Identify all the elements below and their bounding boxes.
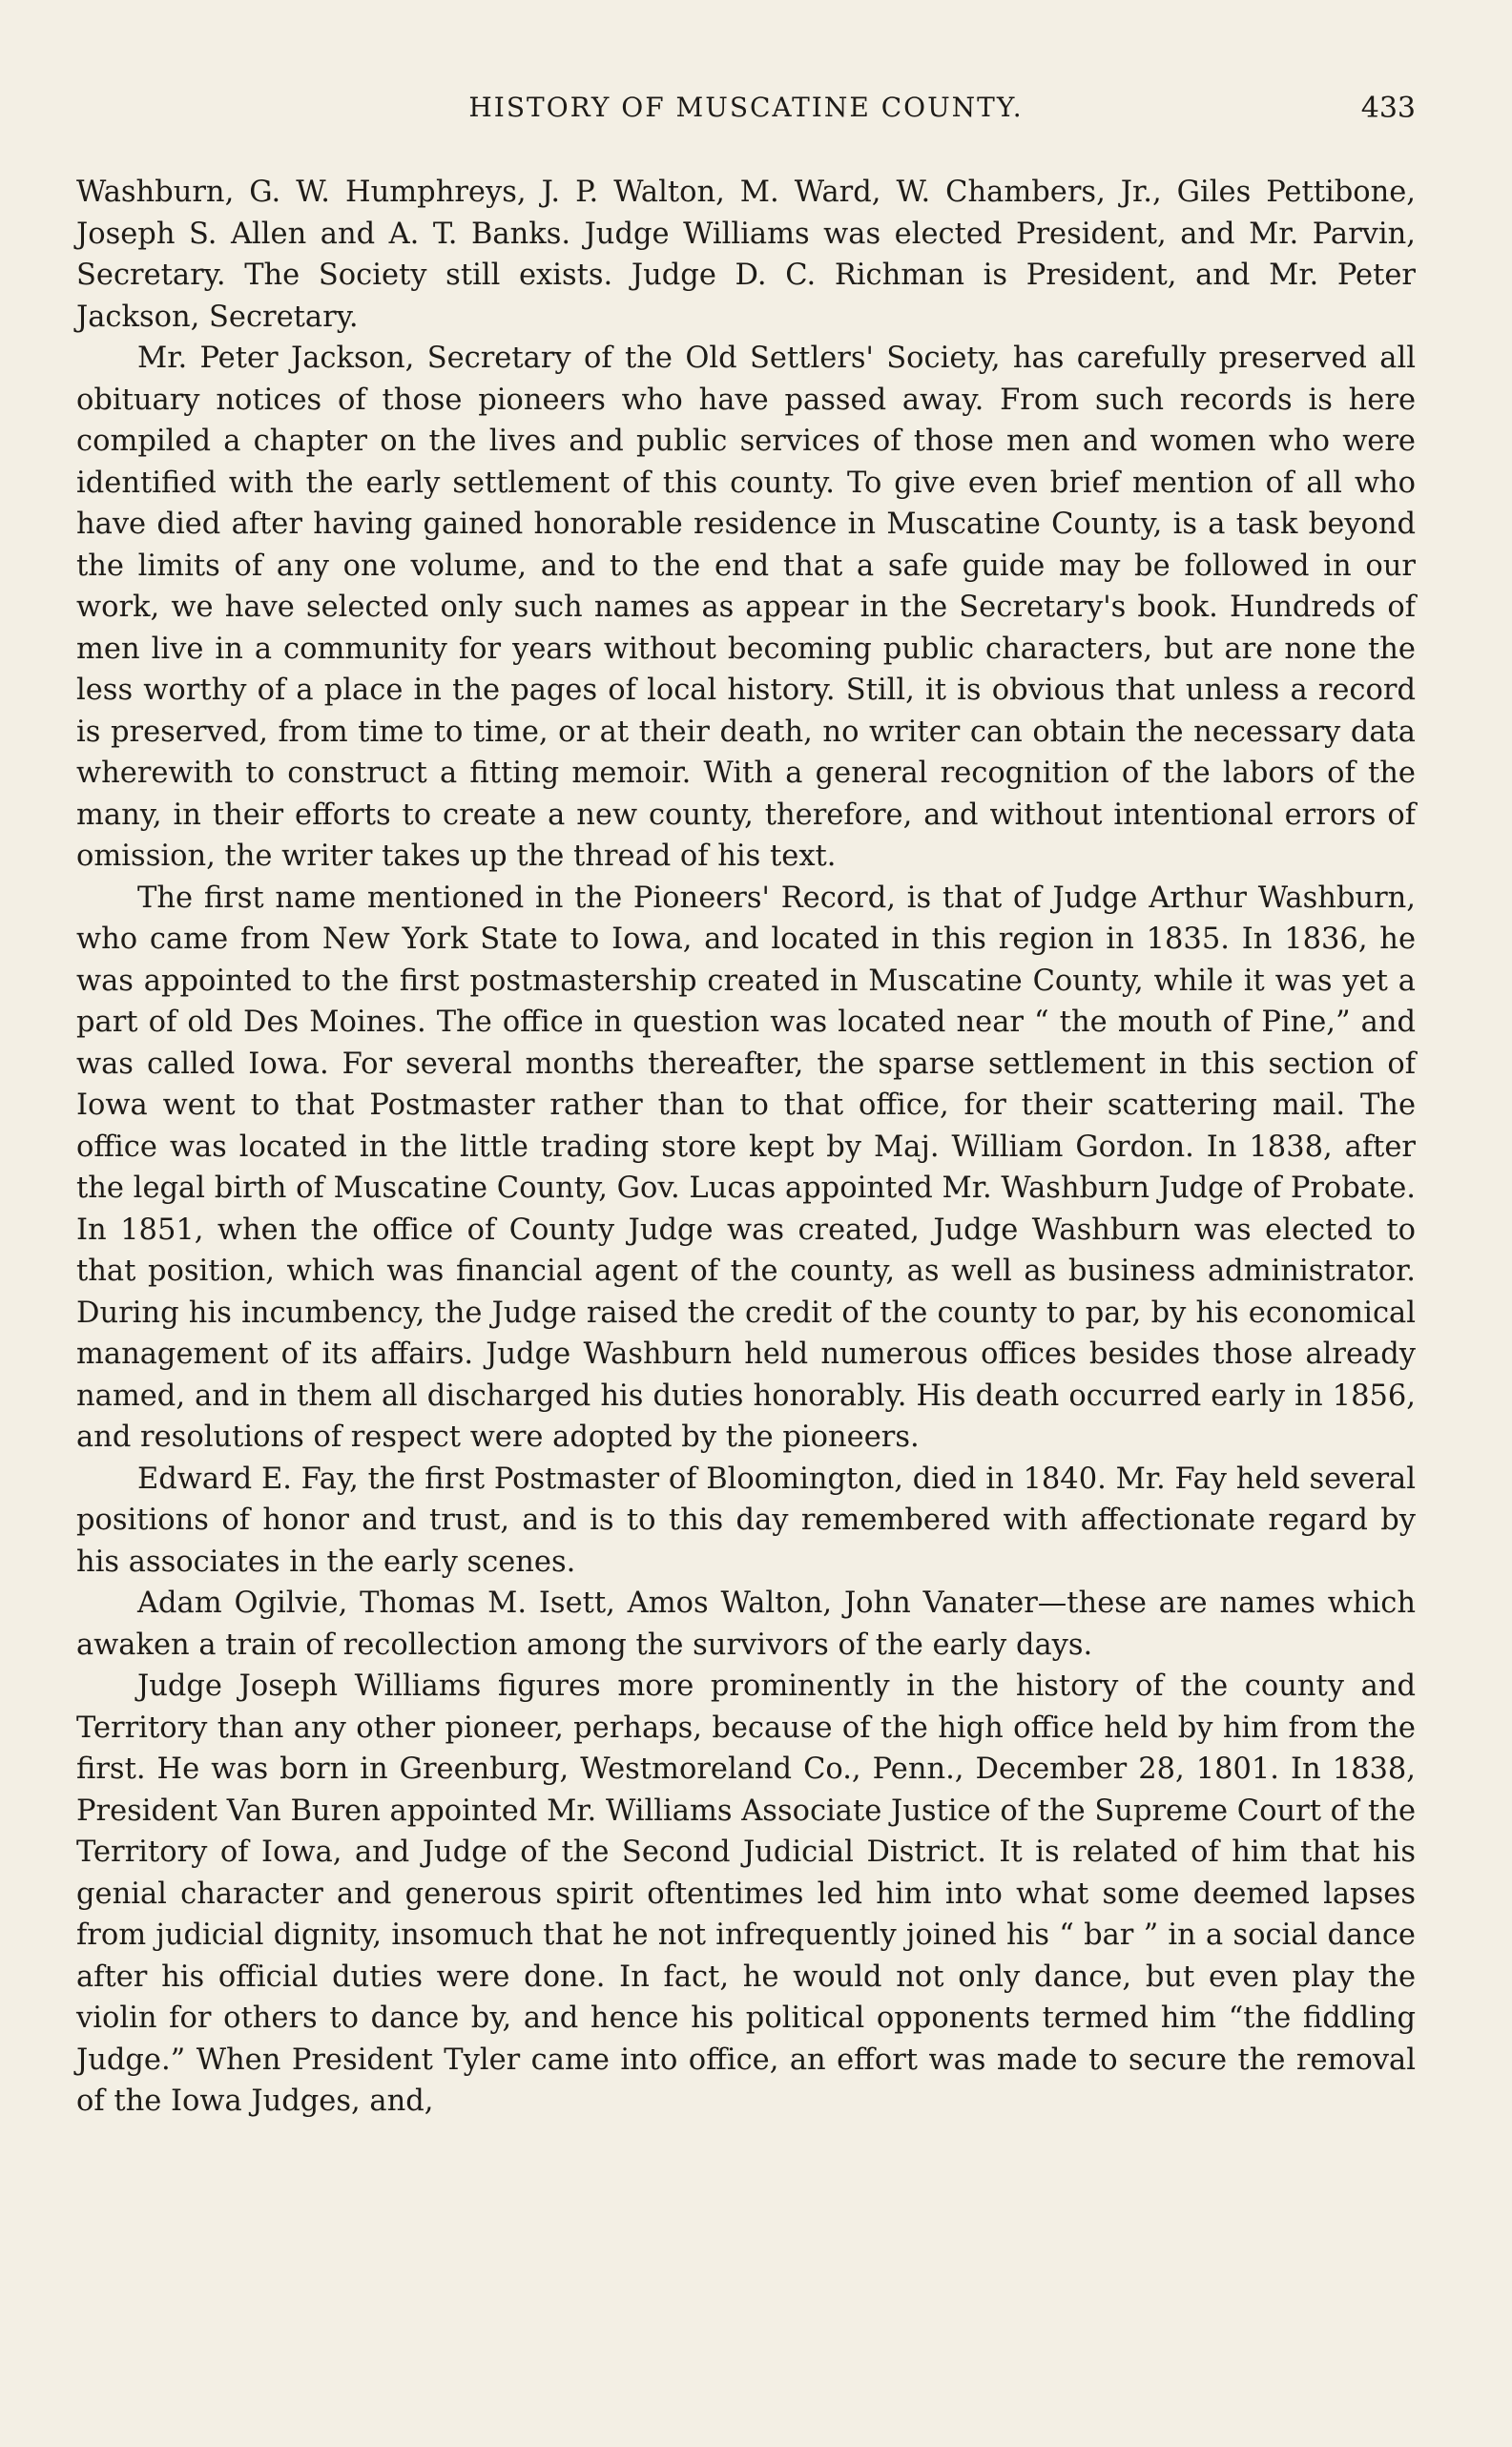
paragraph: Judge Joseph Williams figures more prominently in the history of the county and Territory than any other pioneer, perhaps, because of the high office held by him from the first. He was born in Greenburg, Westmoreland Co., Penn., December 28, 1801. In 1838, President Van Buren appointed Mr. Williams Associate Justice of the Supreme Court of the Territory of Iowa, and Judge of the Second Judicial District. It is related of him that his genial character and generous spirit oftentimes led him into what some deemed lapses from judicial dignity, insomuch that he not infrequently joined his “ bar ” in a social dance after his official duties were done. In fact, he would not only dance, but even play the violin for others to dance by, and hence his political opponents termed him “the fiddling Judge.” When President Tyler came into office, an effort was made to secure the removal of the Iowa Judges, and, <box>76 1669 1416 2118</box>
paragraph: Adam Ogilvie, Thomas M. Isett, Amos Walton, John Vanater—these are names which awaken a train of recollection among the survivors of the early days. <box>76 1586 1416 1662</box>
paragraph: Mr. Peter Jackson, Secretary of the Old Settlers' Society, has carefully preserved all obituary notices of those pioneers who have passed away. From such records is here compiled a chapter on the lives and public services of those men and women who were identified with the early settlement of this county. To give even brief mention of all who have died after having gained honorable residence in Muscatine County, is a task beyond the limits of any one volume, and to the end that a safe guide may be followed in our work, we have selected only such names as appear in the Secretary's book. Hundreds of men live in a community for years without becoming public characters, but are none the less worthy of a place in the pages of local history. Still, it is obvious that unless a record is preserved, from time to time, or at their death, no writer can obtain the necessary data wherewith to construct a fitting memoir. With a general recognition of the labors of the many, in their efforts to create a new county, therefore, and without intentional errors of omission, the writer takes up the thread of his text. <box>76 342 1416 873</box>
book-page <box>76 92 1416 2381</box>
paragraph: Washburn, G. W. Humphreys, J. P. Walton, M. Ward, W. Chambers, Jr., Giles Pettibone, Joseph S. Allen and A. T. Banks. Judge Williams was elected President, and Mr. Parvin, Secretary. The Society still exists. Judge D. C. Richman is President, and Mr. Peter Jackson, Secretary. <box>76 176 1416 334</box>
running-header <box>76 92 1416 130</box>
paragraph: The first name mentioned in the Pioneers' Record, is that of Judge Arthur Washburn, who came from New York State to Iowa, and located in this region in 1835. In 1836, he was appointed to the first postmastership created in Muscatine County, while it was yet a part of old Des Moines. The office in question was located near “ the mouth of Pine,” and was called Iowa. For several months thereafter, the sparse settlement in this section of Iowa went to that Postmaster rather than to that office, for their scattering mail. The office was located in the little trading store kept by Maj. William Gordon. In 1838, after the legal birth of Muscatine County, Gov. Lucas appointed Mr. Washburn Judge of Probate. In 1851, when the office of County Judge was created, Judge Washburn was elected to that position, which was financial agent of the county, as well as business administrator. During his incumbency, the Judge raised the credit of the county to par, by his economical management of its affairs. Judge Washburn held numerous offices besides those already named, and in them all discharged his duties honorably. His death occurred early in 1856, and resolutions of respect were adopted by the pioneers. <box>76 881 1416 1454</box>
paragraph: Edward E. Fay, the first Postmaster of Bloomington, died in 1840. Mr. Fay held several positions of honor and trust, and is to this day remembered with affectionate regard by his associates in the early scenes. <box>76 1462 1416 1579</box>
running-title: HISTORY OF MUSCATINE COUNTY. <box>468 92 1024 123</box>
page-number: 433 <box>1360 92 1416 125</box>
body-text <box>76 172 1416 2123</box>
